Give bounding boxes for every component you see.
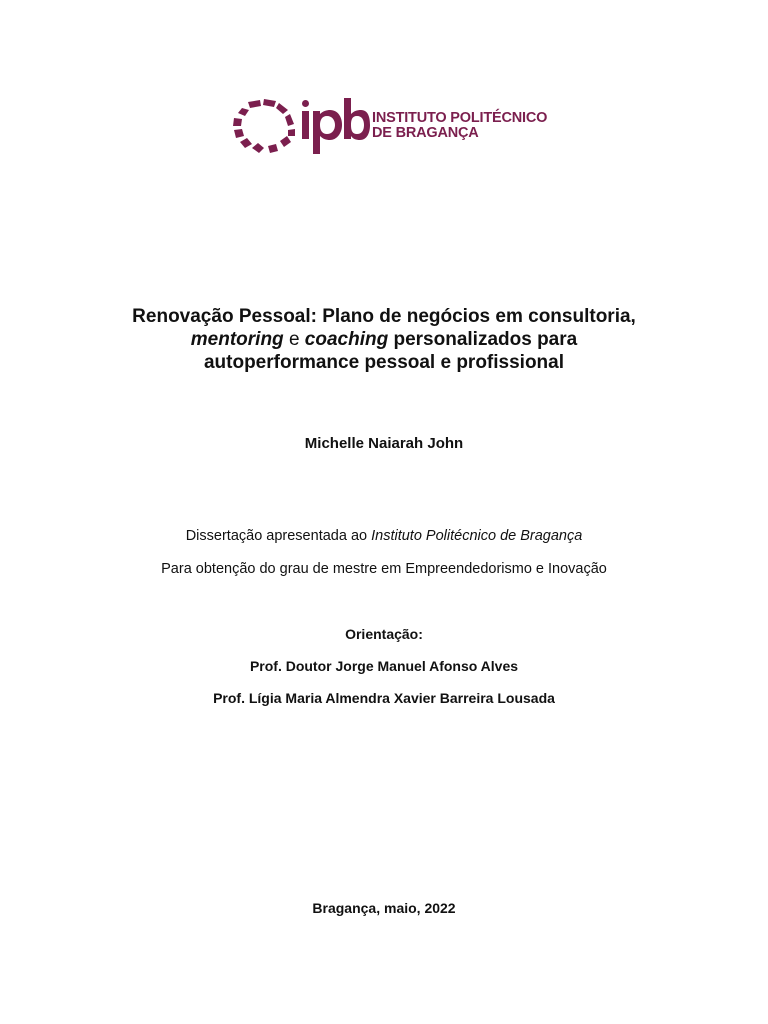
presentation-text: Dissertação apresentada ao [185, 528, 372, 544]
title-coaching: coaching [304, 329, 389, 350]
title-conjunction: e [283, 329, 305, 350]
title-line-1: Renovação Pessoal: Plano de negócios em consultoria, [132, 306, 636, 327]
title-line-3: autoperformance pessoal e profissional [203, 352, 565, 373]
supervision-heading: Orientação: [345, 626, 423, 642]
title-line-2 [60, 328, 708, 351]
supervisor-1: Prof. Doutor Jorge Manuel Afonso Alves [249, 658, 519, 674]
presentation-institution: Instituto Politécnico de Bragança [371, 528, 583, 544]
presentation-statement [0, 528, 768, 544]
place-date: Bragança, maio, 2022 [312, 900, 456, 916]
ipb-emblem-icon [230, 96, 370, 158]
title-line-2-rest: personalizados para [388, 329, 578, 350]
supervisor-2: Prof. Lígia Maria Almendra Xavier Barreira Lousada [213, 690, 555, 706]
institution-name [372, 111, 547, 141]
title-mentoring: mentoring [190, 329, 284, 350]
thesis-title [60, 305, 708, 374]
ipb-logo [230, 96, 550, 158]
institution-name-line1: INSTITUTO POLITÉCNICO [372, 110, 548, 126]
degree-statement: Para obtenção do grau de mestre em Empreendedorismo e Inovação [161, 561, 607, 577]
institution-name-line2: DE BRAGANÇA [372, 125, 479, 141]
author-name: Michelle Naiarah John [304, 435, 464, 452]
